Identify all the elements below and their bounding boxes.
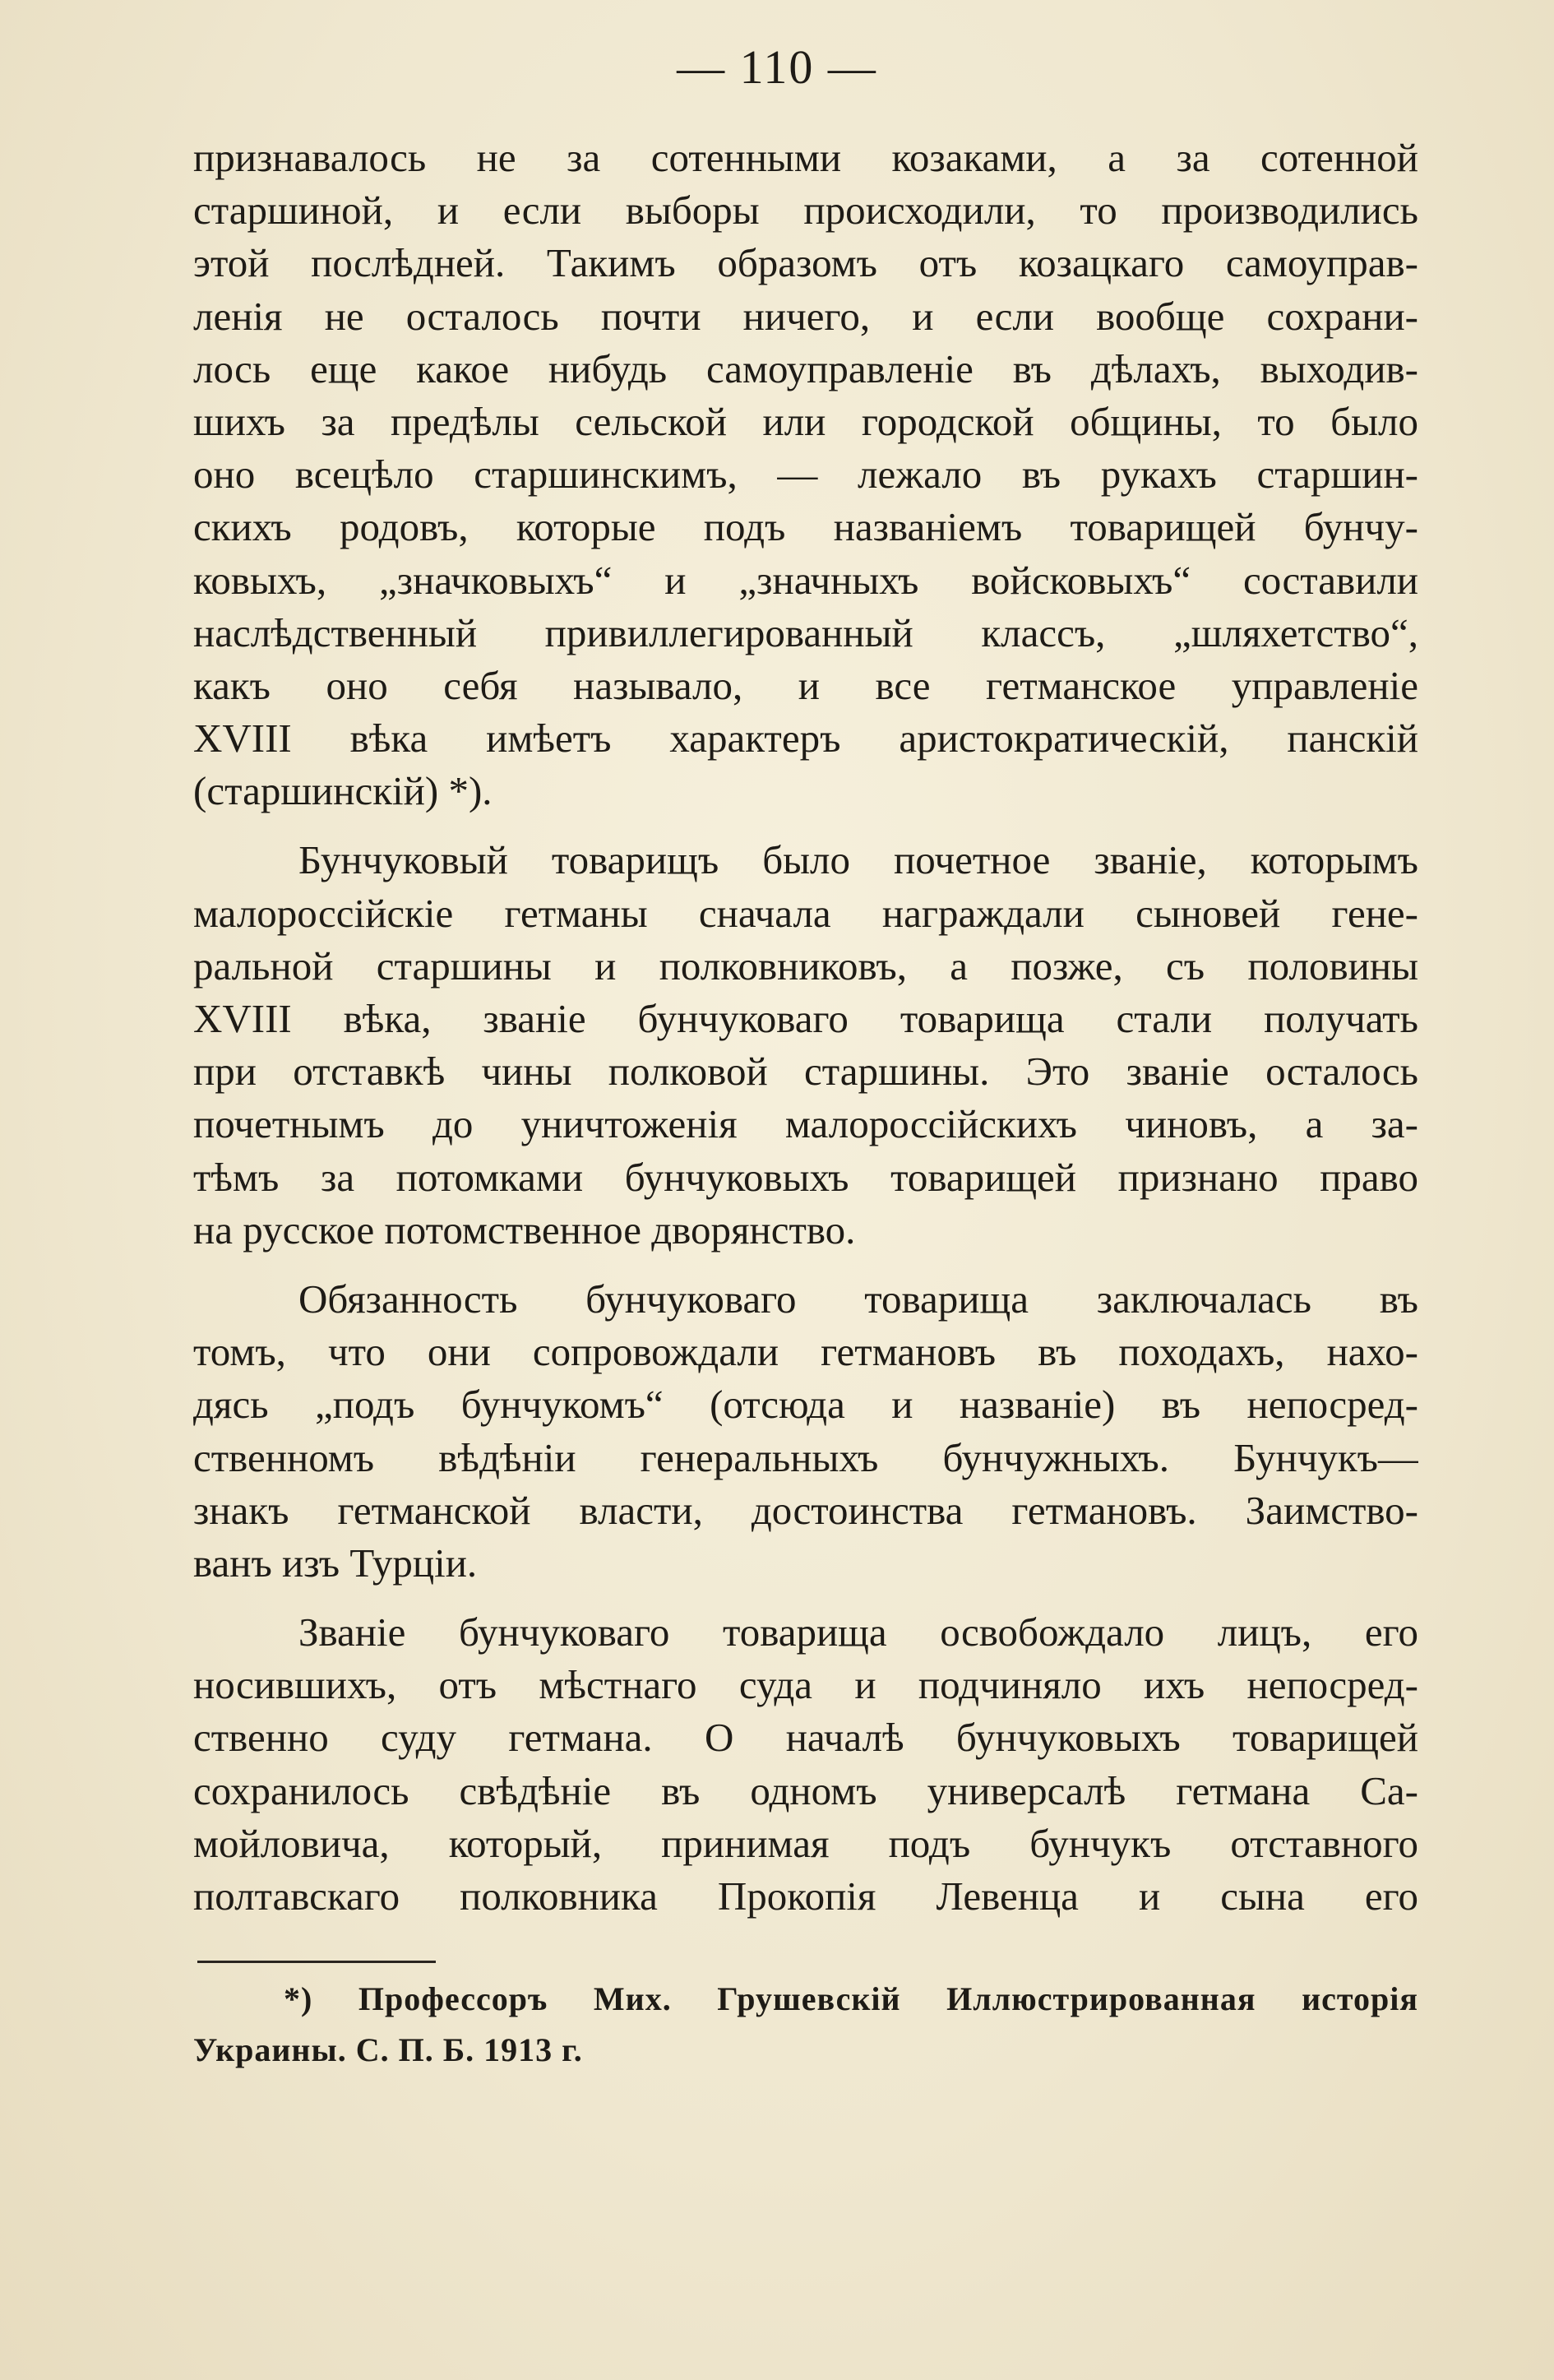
- text-line: ральной старшины и полковниковъ, а позже, съ половины: [193, 942, 1418, 989]
- text-line: какъ оно себя называло, и все гетманское управленіе: [193, 662, 1418, 708]
- paragraph-2: [193, 834, 1418, 1257]
- text-line: сохранилось свѣдѣніе въ одномъ универсалѣ гетмана Са-: [193, 1767, 1418, 1813]
- paragraph-1: [193, 132, 1418, 817]
- text-line: XVIII вѣка, званіе бунчуковаго товарища стали получать: [193, 996, 1418, 1041]
- text-line: при отставкѣ чины полковой старшины. Это званіе осталось: [193, 1049, 1418, 1095]
- footnote-line: *) Профессоръ Мих. Грушевскій Иллюстрированная исторія: [284, 1980, 1418, 2017]
- text-line: ковыхъ, „значковыхъ“ и „значныхъ войсковыхъ“ составили: [193, 557, 1418, 603]
- text-line: шихъ за предѣлы сельской или городской общины, то было: [193, 398, 1418, 444]
- text-line: почетнымъ до уничтоженія малороссійскихъ чиновъ, а за-: [193, 1101, 1418, 1147]
- text-line: XVIII вѣка имѣетъ характеръ аристократическій, панскій: [193, 715, 1418, 762]
- text-line: признавалось не за сотенными козаками, а за сотенной: [193, 135, 1418, 180]
- footnote: [193, 1974, 1418, 2076]
- text-line: старшиной, и если выборы происходили, то производились: [193, 188, 1418, 234]
- text-line: оно всецѣло старшинскимъ, — лежало въ рукахъ старшин-: [193, 451, 1418, 498]
- footnote-line: Украины. С. П. Б. 1913 г.: [193, 2031, 583, 2068]
- text-line: на русское потомственное дворянство.: [193, 1206, 856, 1253]
- text-line: Бунчуковый товарищъ было почетное званіе, которымъ: [298, 837, 1418, 883]
- text-line: лось еще какое нибудь самоуправленіе въ дѣлахъ, выходив-: [193, 345, 1418, 391]
- text-line: малороссійскіе гетманы сначала награждали сыновей гене-: [193, 890, 1418, 936]
- text-line: ственномъ вѣдѣніи генеральныхъ бунчужныхъ. Бунчукъ—: [193, 1434, 1418, 1480]
- text-line: носившихъ, отъ мѣстнаго суда и подчиняло ихъ непосред-: [193, 1662, 1418, 1708]
- text-line: наслѣдственный привиллегированный классъ, „шляхетство“,: [193, 609, 1418, 655]
- text-line: дясь „подъ бунчукомъ“ (отсюда и названіе) въ непосред-: [193, 1382, 1418, 1428]
- text-line: знакъ гетманской власти, достоинства гетмановъ. Заимство-: [193, 1487, 1418, 1533]
- text-line: тѣмъ за потомками бунчуковыхъ товарищей признано право: [193, 1154, 1418, 1200]
- text-line: полтавскаго полковника Прокопія Левенца и сына его: [193, 1873, 1418, 1919]
- text-line: томъ, что они сопровождали гетмановъ въ походахъ, нахо-: [193, 1329, 1418, 1375]
- text-line: ленія не осталось почти ничего, и если вообще сохрани-: [193, 293, 1418, 339]
- main-text: [193, 132, 1418, 1923]
- text-line: этой послѣдней. Такимъ образомъ отъ козацкаго самоуправ-: [193, 240, 1418, 286]
- page-number: — 110 —: [677, 40, 877, 94]
- text-line: скихъ родовъ, которые подъ названіемъ товарищей бунчу-: [193, 504, 1418, 550]
- text-line: (старшинскій) *).: [193, 768, 493, 814]
- text-line: Обязанность бунчуковаго товарища заключалась въ: [298, 1276, 1418, 1322]
- paragraph-3: [193, 1273, 1418, 1590]
- text-line: ственно суду гетмана. О началѣ бунчуковыхъ товарищей: [193, 1715, 1418, 1761]
- text-line: ванъ изъ Турціи.: [193, 1540, 478, 1586]
- text-line: Званіе бунчуковаго товарища освобождало лицъ, его: [298, 1609, 1418, 1655]
- text-line: мойловича, который, принимая подъ бунчукъ отставного: [193, 1820, 1418, 1866]
- footnote-divider: [197, 1961, 436, 1963]
- paragraph-4: [193, 1606, 1418, 1923]
